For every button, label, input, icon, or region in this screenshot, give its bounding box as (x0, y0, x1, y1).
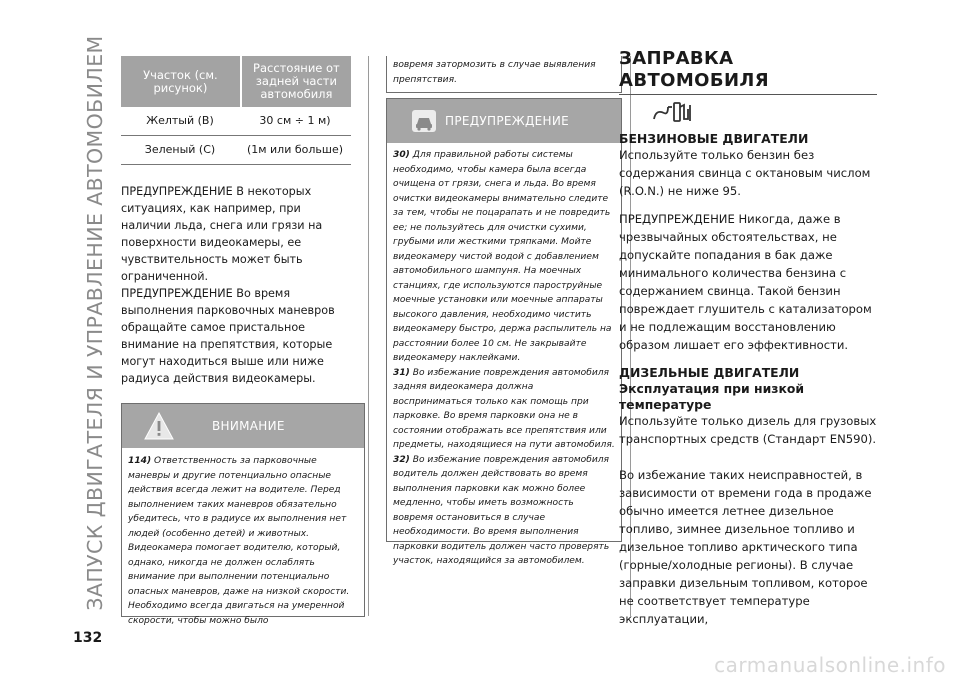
gasoline-text: Используйте только бензин без содержания свинца с октановым числом (R.O.N.) не ниже 95. (619, 148, 871, 198)
warning-notes (387, 143, 621, 573)
note-number: 30) (393, 150, 410, 160)
warning-title: ПРЕДУПРЕЖДЕНИЕ (445, 114, 570, 128)
section-title-vertical: ЗАПУСК ДВИГАТЕЛЯ И УПРАВЛЕНИЕ АВТОМОБИЛЕМ (83, 34, 107, 611)
table-header (121, 56, 351, 107)
gasoline-warning: ПРЕДУПРЕЖДЕНИЕ Никогда, даже в чрезвычайных обстоятельствах, не допускайте попадания в бак даже минимального количества бензина с содержанием свинца. Такой бензин повреждает глушитель с катализатором и не подлежащим восстановлению образом лишает его эффективности. (619, 212, 872, 352)
table-cell: 30 см ÷ 1 м) (259, 114, 331, 127)
table-header-cell: Участок (см. рисунок) (121, 56, 242, 107)
note-number: 114) (128, 456, 152, 466)
table-cell: (1м или больше) (246, 143, 343, 156)
page-title: ЗАПРАВКА АВТОМОБИЛЯ (619, 48, 770, 91)
note-text: Во избежание повреждения автомобиля водитель должен действовать во время выполнения парковки как можно более медленно, чтобы иметь возможность вовремя остановиться в случае необходимости. Во время выполнения парковки водитель должен часто проверять участок, находящийся за автомобилем. (393, 454, 610, 566)
warning-note (393, 453, 615, 569)
diesel-text-seasonal: Во избежание таких неисправностей, в зависимости от времени года в продаже обычно имеется летнее дизельное топливо, зимнее дизельное топливо и дизельное топливо арктического типа (горные/холодные регионы). В случае заправки дизельным топливом, которое не соответствует температуре эксплуатации, (619, 468, 872, 626)
page-number: 132 (73, 630, 103, 646)
table-row (121, 136, 351, 165)
table-cell: Желтый (B) (146, 114, 214, 127)
warning-triangle-icon (144, 411, 174, 441)
warning-paragraph-obstacles: ПРЕДУПРЕЖДЕНИЕ Во время выполнения парковочных маневров обращайте самое пристальное внимание на препятствия, которые могут находиться выше или ниже радиуса действия видеокамеры. (121, 287, 335, 385)
warning-note (393, 366, 615, 453)
table-cell: Зеленый (C) (144, 143, 216, 156)
watermark: carmanualsonline.info (714, 653, 946, 677)
warning-note (393, 148, 615, 366)
gasoline-heading: БЕНЗИНОВЫЕ ДВИГАТЕЛИ (619, 131, 809, 146)
note-number: 31) (393, 367, 410, 378)
attention-text: Ответственность за парковочные маневры и другие потенциально опасные действия всегда лежит на водителе. Перед выполнением таких маневров обязательно убедитесь, что в радиусе их выполнения нет людей (особенно детей) и животных. Видеокамера помогает водителю, который, однако, никогда не должен ослаблять внимание при выполнении потенциально опасных маневров, даже на низкой скорости. Необходимо всегда двигаться на умеренной скорости, чтобы можно было (128, 456, 350, 626)
attention-title: ВНИМАНИЕ (212, 419, 285, 433)
car-warning-icon (409, 106, 439, 136)
continued-warning-box (386, 56, 622, 93)
diesel-heading: ДИЗЕЛЬНЫЕ ДВИГАТЕЛИ (619, 365, 800, 380)
fuel-pump-icon (650, 99, 696, 127)
attention-text-block (122, 448, 364, 632)
title-underline (619, 94, 877, 95)
note-text: Для правильной работы системы необходимо, чтобы камера была всегда очищена от грязи, снега и льда. Во время очистки видеокамеры внимательно следите за тем, чтобы не поцарапать и не повредить ее; не пользуйтесь для очистки сухими, грубыми или жесткими тряпками. Мойте видеокамеру чистой водой с добавлением автомобильного шампуня. На моечных станциях, где используются пароструйные моечные установки или моечные аппараты высокого давления, необходимо чистить видеокамеру быстро, держа распылитель на расстоянии более 10 см. Не закрывайте видеокамеру наклейками. (393, 150, 612, 363)
attention-box (121, 403, 365, 626)
note-text: Во избежание повреждения автомобиля задняя видеокамера должна восприниматься только как помощь при парковке. Во время парковки она не в состоянии отображать все препятствия или предметы, находящиеся на пути автомобиля. (393, 367, 615, 450)
warning-paragraph-ice: ПРЕДУПРЕЖДЕНИЕ В некоторых ситуациях, как например, при наличии льда, снега или грязи на поверхности видеокамеры, ее чувствительность может быть ограниченной. (121, 185, 323, 283)
continued-text: вовремя затормозить в случае выявления препятствия. (393, 60, 596, 85)
column-divider (368, 56, 369, 616)
table-row (121, 107, 351, 136)
attention-header (122, 404, 364, 448)
distance-table (121, 56, 351, 165)
warning-header (387, 99, 621, 143)
section-sidebar (80, 30, 110, 615)
diesel-subheading: Эксплуатация при низкой температуре (619, 381, 805, 412)
note-number: 32) (393, 454, 410, 465)
diesel-text-standard: Используйте только дизель для грузовых транспортных средств (Стандарт EN590). (619, 414, 877, 446)
table-header-cell: Расстояние от задней части автомобиля (253, 61, 340, 101)
warning-box (386, 98, 622, 566)
